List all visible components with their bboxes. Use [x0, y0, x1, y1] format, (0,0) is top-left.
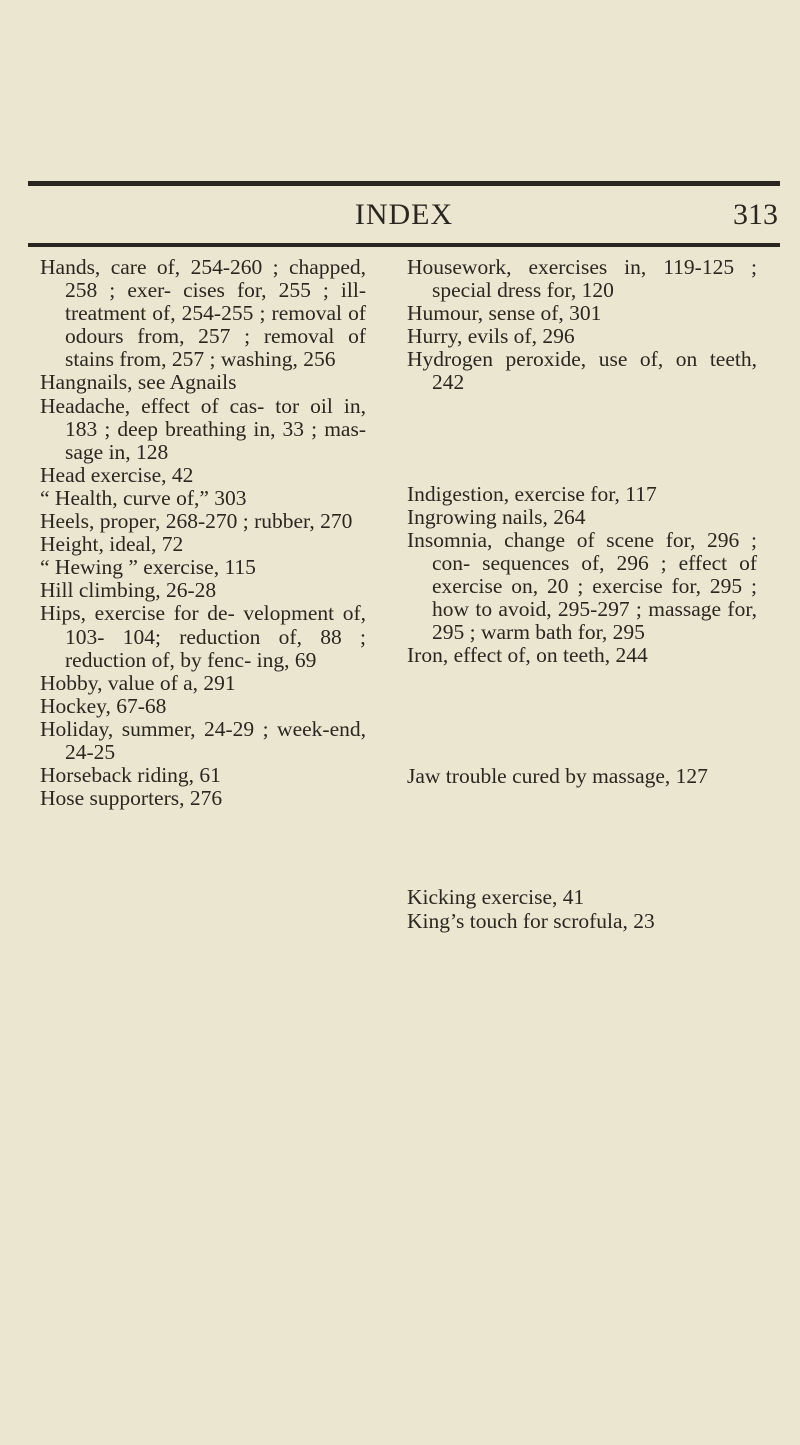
- letter-group-i: [407, 483, 757, 668]
- index-entry: Hands, care of, 254-260 ; chapped, 258 ; exer- cises for, 255 ; ill- treatment of, 254-255 ; removal of odours from, 257 ; removal of stains from, 257 ; washing, 256: [40, 255, 366, 372]
- letter-group-h: [407, 256, 757, 395]
- header-rule-bottom: [28, 243, 780, 247]
- index-entry: Hill climbing, 26-28: [40, 578, 217, 603]
- index-entry: Housework, exercises in, 119-125 ; special dress for, 120: [407, 255, 757, 303]
- index-entry: Hobby, value of a, 291: [40, 670, 236, 695]
- index-entry: Horseback riding, 61: [40, 763, 221, 788]
- letter-group-j: [407, 765, 757, 788]
- index-entry: Hips, exercise for de- velopment of, 103- 104; reduction of, 88 ; reduction of, by fenc- ing, 69: [40, 601, 366, 672]
- index-entry: Holiday, summer, 24-29 ; week-end, 24-25: [40, 716, 366, 764]
- letter-group-spacer: [407, 667, 757, 765]
- index-entry: “ Health, curve of,” 303: [40, 485, 247, 510]
- header-rule-top: [28, 181, 780, 186]
- index-entry: Heels, proper, 268-270 ; rubber, 270: [40, 509, 353, 534]
- index-entry: Ingrowing nails, 264: [407, 504, 586, 529]
- letter-group-k: [407, 886, 757, 932]
- page-title: INDEX: [354, 198, 454, 231]
- index-entry: Insomnia, change of scene for, 296 ; con- sequences of, 296 ; effect of exercise on, 20 ; exercise for, 295 ; how to avoid, 295-297 ; massage for, 295 ; warm bath for, 295: [407, 527, 757, 645]
- running-header: [28, 196, 780, 240]
- index-entry: Hose supporters, 276: [40, 786, 223, 811]
- index-entry: Hydrogen peroxide, use of, on teeth, 242: [407, 347, 757, 395]
- index-entry: Indigestion, exercise for, 117: [407, 481, 657, 506]
- index-entry: King’s touch for scrofula, 23: [407, 908, 655, 933]
- index-entry: Kicking exercise, 41: [407, 885, 585, 910]
- index-entry: Iron, effect of, on teeth, 244: [407, 643, 648, 668]
- index-entry: Hangnails, see Agnails: [40, 370, 237, 395]
- page-number: 313: [733, 198, 778, 231]
- index-entry: Headache, effect of cas- tor oil in, 183 ; deep breathing in, 33 ; mas- sage in, 128: [40, 393, 366, 464]
- index-entry: Jaw trouble cured by massage, 127: [407, 764, 708, 789]
- letter-group-spacer: [407, 788, 757, 886]
- index-entry: Head exercise, 42: [40, 462, 194, 487]
- index-entry: “ Hewing ” exercise, 115: [40, 555, 256, 580]
- index-entry: Hurry, evils of, 296: [407, 324, 575, 349]
- index-entry: Hockey, 67-68: [40, 693, 167, 718]
- letter-group-spacer: [407, 395, 757, 483]
- index-entry: Height, ideal, 72: [40, 532, 184, 557]
- index-column-right: [407, 256, 757, 933]
- index-entry: Humour, sense of, 301: [407, 301, 602, 326]
- index-column-left: [40, 256, 366, 810]
